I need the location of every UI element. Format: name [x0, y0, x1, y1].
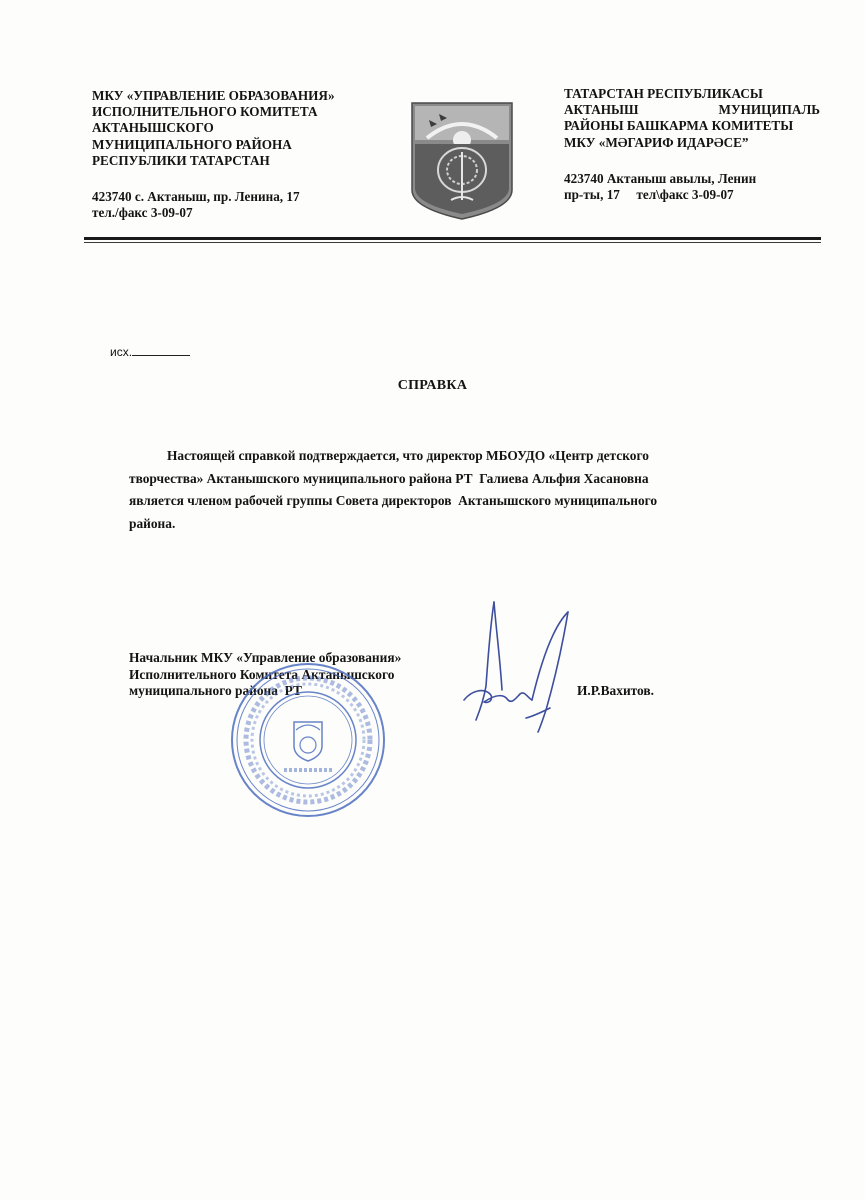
signatory-line: муниципального района РТ — [129, 683, 302, 699]
outgoing-number-blank — [132, 345, 190, 356]
signatory-line: Исполнительного Комитета Актанышского — [129, 666, 395, 682]
header-left-address-line: тел./факс 3-09-07 — [92, 205, 193, 221]
body-line: является членом рабочей группы Совета директоров Актанышского муниципального — [129, 493, 658, 508]
body-line: Настоящей справкой подтверждается, что директор МБОУДО «Центр детского — [167, 448, 649, 463]
outgoing-number-field — [110, 345, 190, 359]
handwritten-signature — [450, 598, 590, 738]
official-stamp — [228, 660, 388, 820]
header-right-line: МКУ «МӘГАРИФ ИДАРӘСЕ” — [564, 134, 749, 150]
header-left-address — [92, 189, 392, 221]
header-right-line: ТАТАРСТАН РЕСПУБЛИКАСЫ — [564, 86, 763, 101]
header-divider-thin — [84, 242, 821, 243]
header-left-line: МКУ «УПРАВЛЕНИЕ ОБРАЗОВАНИЯ» — [92, 88, 335, 103]
signer-name: И.Р.Вахитов. — [577, 683, 654, 698]
header-left-address-line: 423740 с. Актаныш, пр. Ленина, 17 — [92, 189, 300, 205]
header-left-russian — [92, 88, 392, 221]
body-line: творчества» Актанышского муниципального района РТ Галиева Альфия Хасановна — [129, 470, 649, 486]
header-left-line: РЕСПУБЛИКИ ТАТАРСТАН — [92, 152, 270, 168]
header-left-line: ИСПОЛНИТЕЛЬНОГО КОМИТЕТА — [92, 104, 318, 120]
header-right-line: АКТАНЫШ МУНИЦИПАЛЬ — [564, 102, 820, 118]
document-title: СПРАВКА — [397, 378, 468, 393]
header-right-tatar — [564, 86, 820, 203]
header-left-line: АКТАНЫШСКОГО — [92, 120, 214, 136]
header-right-address — [564, 171, 820, 203]
coat-of-arms-emblem — [409, 100, 515, 222]
header-right-address-line: 423740 Актаныш авылы, Ленин — [564, 170, 757, 186]
header-left-line: МУНИЦИПАЛЬНОГО РАЙОНА — [92, 136, 292, 152]
certificate-body — [129, 445, 754, 535]
header-right-address-line: пр-ты, 17 тел\факс 3-09-07 — [564, 187, 734, 203]
signatory-line: Начальник МКУ «Управление образования» — [129, 650, 402, 665]
header-right-line: РАЙОНЫ БАШКАРМА КОМИТЕТЫ — [564, 118, 794, 134]
header-divider-thick — [84, 237, 821, 240]
body-line: района. — [129, 515, 176, 531]
outgoing-number-label: исх. — [110, 345, 133, 359]
